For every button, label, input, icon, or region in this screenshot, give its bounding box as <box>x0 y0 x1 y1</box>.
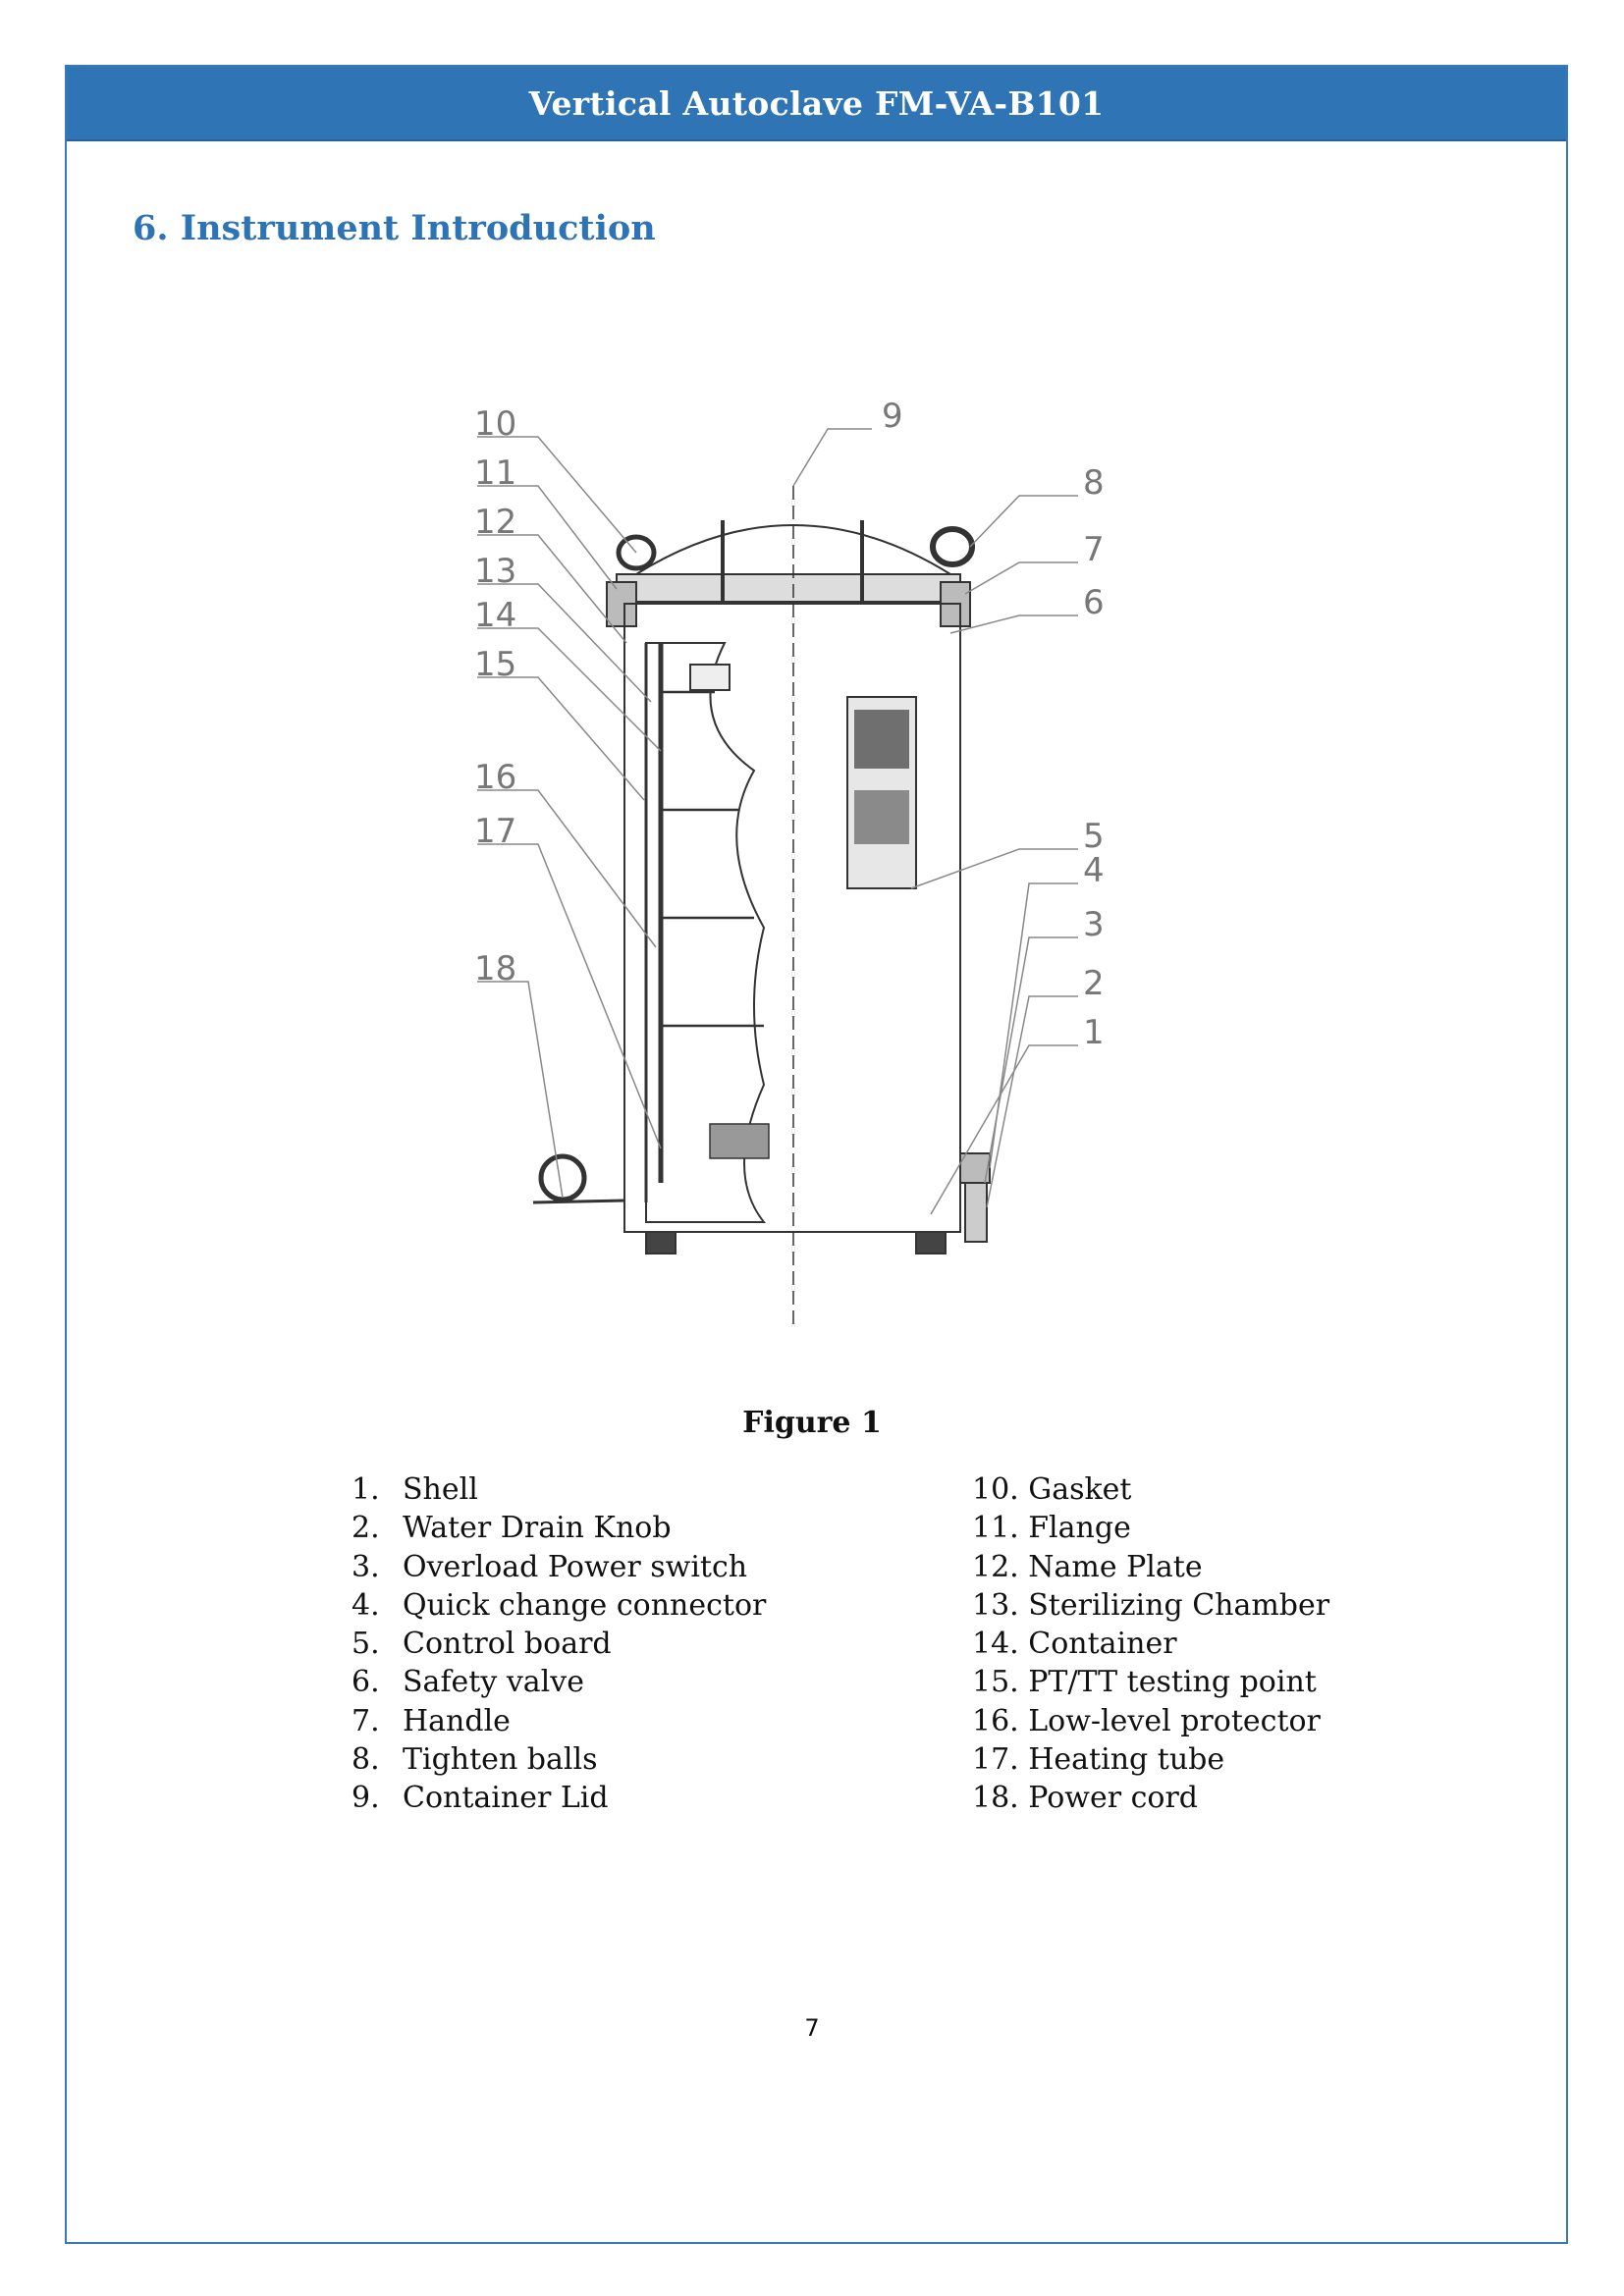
callout-17: 17 <box>474 812 517 851</box>
callout-1: 1 <box>1083 1013 1105 1052</box>
callout-16: 16 <box>474 758 517 797</box>
legend-item-safety-valve: 6. Safety valve <box>352 1665 584 1700</box>
page-header <box>67 67 1566 141</box>
callout-10: 10 <box>474 404 517 444</box>
legend-item-name-plate: 12. Name Plate <box>972 1549 1203 1584</box>
section-heading: 6. Instrument Introduction <box>133 208 656 248</box>
legend-item-shell: 1. Shell <box>352 1472 478 1507</box>
legend-left-column <box>352 1470 766 1818</box>
legend-item-low-level-protector: 16. Low-level protector <box>972 1703 1321 1738</box>
callout-12: 12 <box>474 503 517 542</box>
autoclave-diagram <box>469 398 1176 1345</box>
header-title: Vertical Autoclave FM-VA-B101 <box>528 83 1105 123</box>
legend-item-control-board: 5. Control board <box>352 1627 612 1662</box>
callout-14: 14 <box>474 596 517 635</box>
callout-7: 7 <box>1083 530 1105 569</box>
callout-13: 13 <box>474 552 517 591</box>
callout-6: 6 <box>1083 583 1105 622</box>
legend-right-column <box>972 1470 1329 1818</box>
callout-9: 9 <box>882 398 903 436</box>
callout-11: 11 <box>474 454 517 493</box>
legend-item-tighten-balls: 8. Tighten balls <box>352 1742 598 1778</box>
legend-item-handle: 7. Handle <box>352 1703 511 1738</box>
legend-item-heating-tube: 17. Heating tube <box>972 1742 1225 1778</box>
callout-8: 8 <box>1083 463 1105 503</box>
legend-item-overload-power-switch: 3. Overload Power switch <box>352 1549 748 1584</box>
legend-item-water-drain-knob: 2. Water Drain Knob <box>352 1511 672 1546</box>
callout-15: 15 <box>474 645 517 684</box>
legend-item-power-cord: 18. Power cord <box>972 1781 1198 1816</box>
figure-caption: Figure 1 <box>742 1406 882 1440</box>
callout-2: 2 <box>1083 964 1105 1003</box>
legend-item-flange: 11. Flange <box>972 1511 1131 1546</box>
legend-item-container-lid: 9. Container Lid <box>352 1781 609 1816</box>
flange-bar <box>617 574 960 602</box>
callout-4: 4 <box>1083 851 1105 890</box>
legend-item-quick-change-connector: 4. Quick change connector <box>352 1587 767 1623</box>
legend-item-pt-tt-testing-point: 15. PT/TT testing point <box>972 1665 1317 1700</box>
page-number: 7 <box>804 2014 820 2042</box>
callout-3: 3 <box>1083 905 1105 944</box>
legend-item-gasket: 10. Gasket <box>972 1472 1132 1507</box>
legend-item-sterilizing-chamber: 13. Sterilizing Chamber <box>972 1587 1330 1623</box>
callout-5: 5 <box>1083 817 1105 856</box>
callout-18: 18 <box>474 949 517 988</box>
legend-item-container: 14. Container <box>972 1627 1177 1662</box>
